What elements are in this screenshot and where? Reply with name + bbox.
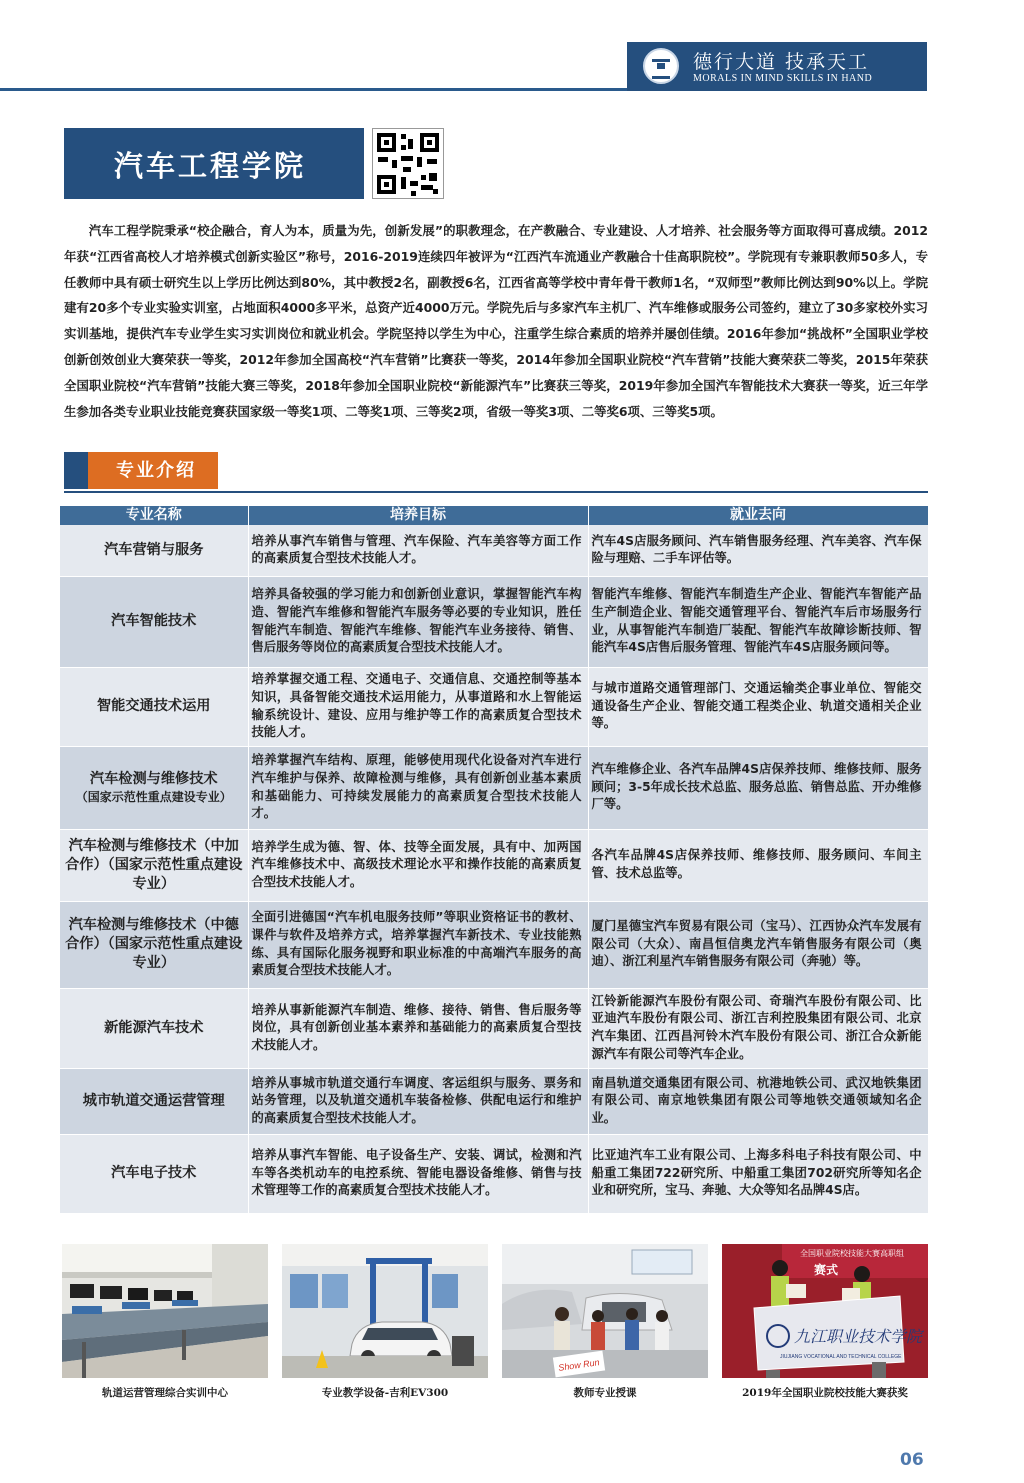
major-note: （国家示范性重点建设专业） — [75, 789, 232, 804]
table-row — [60, 901, 928, 988]
major-name: 汽车营销与服务 — [60, 525, 248, 576]
major-name: 城市轨道交通运营管理 — [60, 1068, 248, 1134]
photo-award-2019 — [722, 1244, 928, 1378]
photo-rail-training-center — [62, 1244, 268, 1378]
career-direction: 江铃新能源汽车股份有限公司、奇瑞汽车股份有限公司、比亚迪汽车股份有限公司、浙江吉利控股集团有限公司、北京汽车集团、江西昌河铃木汽车股份有限公司、浙江合众新能源汽车有限公司等汽车企业。 — [588, 988, 928, 1068]
career-direction: 汽车4S店服务顾问、汽车销售服务经理、汽车美容、汽车保险与理赔、二手车评估等。 — [588, 525, 928, 576]
table-row — [60, 988, 928, 1068]
career-direction: 各汽车品牌4S店保养技师、维修技师、服务顾问、车间主管、技术总监等。 — [588, 829, 928, 901]
event-title-text: 全国职业院校技能大赛高职组 — [800, 1249, 904, 1258]
major-name: 汽车检测与维修技术（中德合作）（国家示范性重点建设专业） — [60, 901, 248, 988]
training-goal: 培养掌握汽车结构、原理，能够使用现代化设备对汽车进行汽车维护与保养、故障检测与维修，具有创新创业基本素质和基础能力、可持续发展能力的高素质复合型技术技能人才。 — [248, 746, 588, 829]
training-goal: 培养从事汽车销售与管理、汽车保险、汽车美容等方面工作的高素质复合型技术技能人才。 — [248, 525, 588, 576]
career-direction: 智能汽车维修、智能汽车制造生产企业、智能汽车智能产品生产制造企业、智能交通管理平台、智能汽车后市场服务行业，从事智能汽车制造厂装配、智能汽车故障诊断技师、智能汽车4S店售后服务管理、智能汽车4S店服务顾问等。 — [588, 576, 928, 667]
section-heading — [64, 452, 928, 494]
school-logo-icon — [643, 48, 679, 84]
table-row — [60, 576, 928, 667]
qr-code-icon — [372, 128, 444, 199]
major-name: 智能交通技术运用 — [60, 667, 248, 746]
section-rule — [64, 491, 928, 493]
page-number: 06 — [900, 1450, 924, 1470]
table-row — [60, 1134, 928, 1213]
banner-school-text: 九江职业技术学院 — [794, 1327, 923, 1346]
photo-teacher-lecture — [502, 1244, 708, 1378]
table-row — [60, 667, 928, 746]
major-name: 新能源汽车技术 — [60, 988, 248, 1068]
table-row — [60, 1068, 928, 1134]
section-bar — [64, 452, 88, 489]
event-sub-text: 赛式 — [814, 1263, 839, 1277]
photo-caption: 轨道运营管理综合实训中心 — [102, 1387, 228, 1399]
lecture-image — [502, 1244, 708, 1378]
header-major-name: 专业名称 — [60, 506, 248, 525]
major-name: 汽车智能技术 — [60, 576, 248, 667]
majors-table — [60, 506, 929, 1214]
major-name: 汽车电子技术 — [60, 1134, 248, 1213]
training-goal: 全面引进德国“汽车机电服务技师”等职业资格证书的教材、课件与软件及培养方式，培养掌握汽车新技术、专业技能熟练、具有国际化服务视野和职业标准的中高端汽车服务的高素质复合型技术技能人才。 — [248, 901, 588, 988]
motto-english: MORALS IN MIND SKILLS IN HAND — [693, 73, 873, 84]
career-direction: 比亚迪汽车工业有限公司、上海多科电子科技有限公司、中船重工集团722研究所、中船重工集团702研究所等知名企业和研究所，宝马、奔驰、大众等知名品牌4S店。 — [588, 1134, 928, 1213]
ev300-image — [282, 1244, 488, 1378]
booth-sign-text: Show Run — [557, 1357, 601, 1373]
page-title-box — [64, 128, 364, 199]
header-career: 就业去向 — [588, 506, 928, 525]
career-direction: 与城市道路交通管理部门、交通运输类企事业单位、智能交通设备生产企业、智能交通工程类企业、轨道交通相关企业等。 — [588, 667, 928, 746]
career-direction: 汽车维修企业、各汽车品牌4S店保养技师、维修技师、服务顾问；3-5年成长技术总监、服务总监、销售总监、开办维修厂等。 — [588, 746, 928, 829]
training-goal: 培养掌握交通工程、交通电子、交通信息、交通控制等基本知识，具备智能交通技术运用能力，从事道路和水上智能运输系统设计、建设、应用与维护等工作的高素质复合型技术技能人才。 — [248, 667, 588, 746]
training-goal: 培养具备较强的学习能力和创新创业意识，掌握智能汽车构造、智能汽车维修和智能汽车服务等必要的专业知识，胜任智能汽车制造、智能汽车维修、智能汽车业务接待、销售、售后服务等岗位的高素质复合型技术技能人才。 — [248, 576, 588, 667]
header-banner — [627, 42, 927, 91]
table-row — [60, 829, 928, 901]
photo-caption: 2019年全国职业院校技能大赛获奖 — [742, 1387, 908, 1399]
table-row — [60, 746, 928, 829]
photo-caption: 专业教学设备-吉利EV300 — [321, 1387, 449, 1399]
section-title: 专业介绍 — [88, 452, 218, 489]
training-goal: 培养学生成为德、智、体、技等全面发展，具有中、加两国汽车维修技术中、高级技术理论水平和操作技能的高素质复合型技术技能人才。 — [248, 829, 588, 901]
career-direction: 南昌轨道交通集团有限公司、杭港地铁公司、武汉地铁集团有限公司、南京地铁集团有限公司等地铁交通领域知名企业。 — [588, 1068, 928, 1134]
page-title: 汽车工程学院 — [114, 149, 307, 183]
photo-caption: 教师专业授课 — [573, 1387, 637, 1399]
major-name: 汽车检测与维修技术 （国家示范性重点建设专业） — [60, 746, 248, 829]
training-goal: 培养从事新能源汽车制造、维修、接待、销售、售后服务等岗位，具有创新创业基本素养和基础能力的高素质复合型技术技能人才。 — [248, 988, 588, 1068]
major-name: 汽车检测与维修技术（中加合作）（国家示范性重点建设专业） — [60, 829, 248, 901]
intro-paragraph: 汽车工程学院秉承“校企融合，育人为本，质量为先，创新发展”的职教理念，在产教融合、专业建设、人才培养、社会服务等方面取得可喜成绩。2012年获“江西省高校人才培养模式创新实验区”称号，2016-2019连续四年被评为“江西汽车流通业产教融合十佳高职院校”。学院现有专兼职教师50多人，专任教师中具有硕士研究生以上学历比例达到80%，其中教授2名，副教授6名，江西省高等学校中青年骨干教师1名，“双师型”教师比例达到90%以上。学院建有20多个专业实验实训室，占地面积4000多平米，总资产近4000万元。学院先后与多家汽车主机厂、汽车维修或服务公司签约，建立了30多家校外实习实训基地，提供汽车专业学生实习实训岗位和就业机会。学院坚持以学生为中心，注重学生综合素质的培养并屡创佳绩。2016年参加“挑战杯”全国职业学校创新创效创业大赛荣获一等奖，2012年参加全国高校“汽车营销”比赛获一等奖，2014年参加全国职业院校“汽车营销”技能大赛荣获二等奖，2015年荣获全国职业院校“汽车营销”技能大赛三等奖，2018年参加全国职业院校“新能源汽车”比赛获三等奖，2019年参加全国汽车智能技术大赛获一等奖，近三年学生参加各类专业职业技能竞赛获国家级一等奖1项、二等奖1项、三等奖2项，省级一等奖3项、二等奖6项、三等奖5项。 — [64, 223, 928, 419]
photo-geely-ev300 — [282, 1244, 488, 1378]
table-header-row — [60, 506, 928, 525]
training-goal: 培养从事城市轨道交通行车调度、客运组织与服务、票务和站务管理，以及轨道交通机车装备检修、供配电运行和维护的高素质复合型技术技能人才。 — [248, 1068, 588, 1134]
training-goal: 培养从事汽车智能、电子设备生产、安装、调试，检测和汽车等各类机动车的电控系统、智能电器设备维修、销售与技术管理等工作的高素质复合型技术技能人才。 — [248, 1134, 588, 1213]
table-row — [60, 525, 928, 576]
banner-en-text: JIUJIANG VOCATIONAL AND TECHNICAL COLLEGE — [780, 1354, 902, 1360]
header-training-goal: 培养目标 — [248, 506, 588, 525]
award-image — [722, 1244, 928, 1378]
motto-chinese: 德行大道 技承天工 — [693, 51, 870, 73]
career-direction: 厦门星德宝汽车贸易有限公司（宝马）、江西协众汽车发展有限公司（大众）、南昌恒信奥龙汽车销售服务有限公司（奥迪）、浙江利星汽车销售服务有限公司（奔驰）等。 — [588, 901, 928, 988]
rail-lab-image — [62, 1244, 268, 1378]
